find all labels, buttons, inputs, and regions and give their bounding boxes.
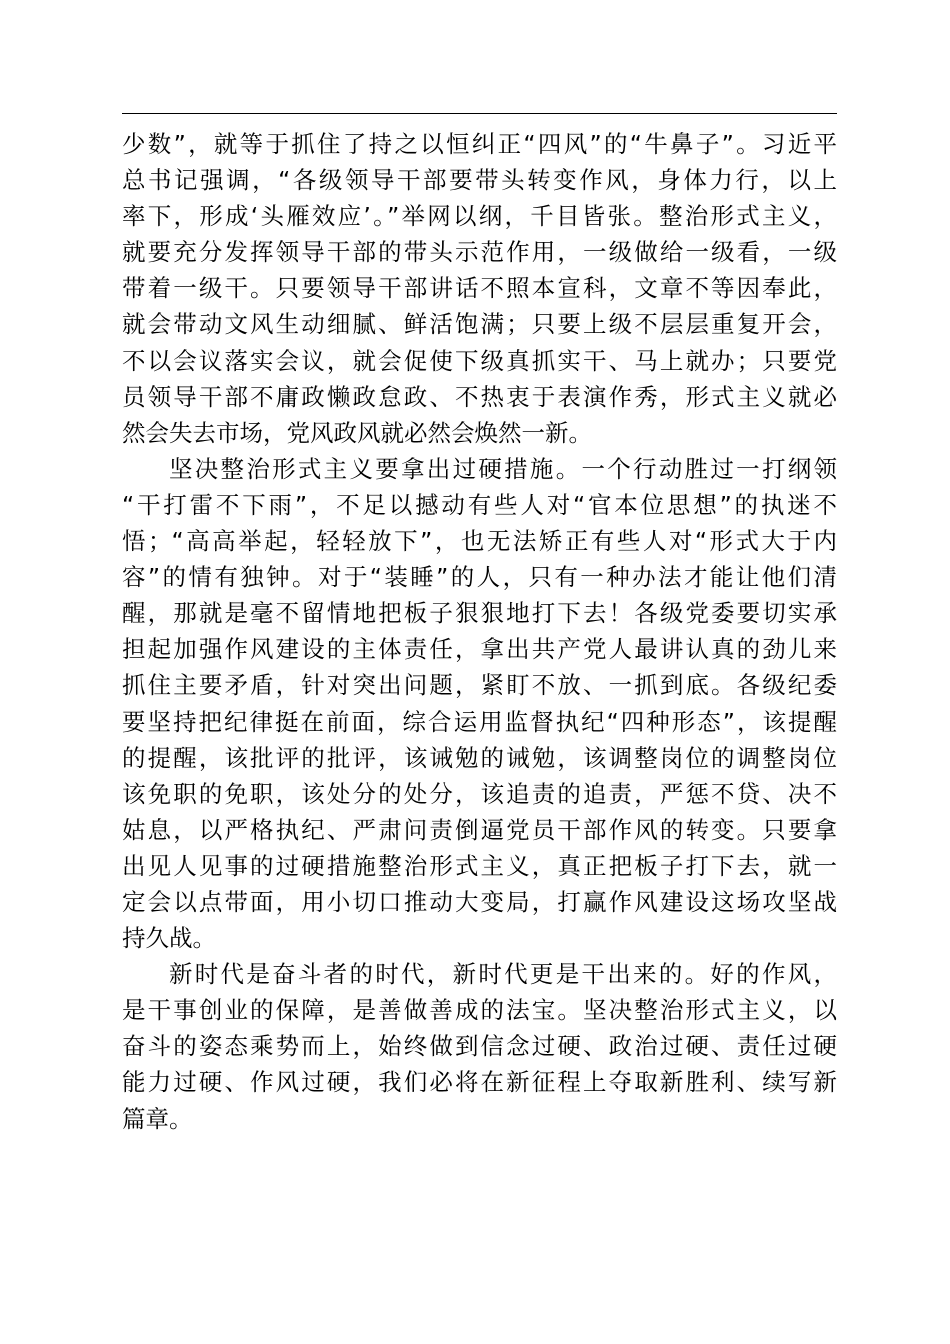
text-line: 该免职的免职，该处分的处分，该追责的追责，严惩不贷、决不: [122, 779, 837, 808]
document-body: [122, 126, 837, 1137]
text-line: 不以会议落实会议，就会促使下级真抓实干、马上就办；只要党: [122, 346, 837, 375]
text-line: 奋斗的姿态乘势而上，始终做到信念过硬、政治过硬、责任过硬: [122, 1032, 837, 1061]
text-line: 醒，那就是毫不留情地把板子狠狠地打下去！各级党委要切实承: [122, 599, 837, 628]
text-line: 悟；“高高举起，轻轻放下”，也无法矫正有些人对“形式大于内: [122, 527, 837, 556]
paragraph-measures: [122, 451, 837, 956]
paragraph-conclusion: [122, 956, 837, 1136]
text-line: 能力过硬、作风过硬，我们必将在新征程上夺取新胜利、续写新: [122, 1068, 837, 1097]
text-line: 容”的情有独钟。对于“装睡”的人，只有一种办法才能让他们清: [122, 563, 837, 592]
text-line: 带着一级干。只要领导干部讲话不照本宣科，文章不等因奉此，: [122, 274, 837, 303]
text-line: 总书记强调，“各级领导干部要带头转变作风，身体力行，以上: [122, 166, 837, 195]
text-line: 坚决整治形式主义要拿出过硬措施。一个行动胜过一打纲领: [169, 454, 837, 483]
text-line: 少数”，就等于抓住了持之以恒纠正“四风”的“牛鼻子”。习近平: [122, 130, 837, 158]
text-line: 持久战。: [122, 924, 216, 953]
text-line: 员领导干部不庸政懒政怠政、不热衷于表演作秀，形式主义就必: [122, 382, 837, 411]
text-line: 篇章。: [122, 1104, 193, 1133]
text-line: “干打雷不下雨”，不足以撼动有些人对“官本位思想”的执迷不: [122, 490, 837, 519]
text-line: 就要充分发挥领导干部的带头示范作用，一级做给一级看，一级: [122, 238, 837, 267]
header-rule: [122, 113, 837, 114]
paragraph-continuation: [122, 126, 837, 451]
text-line: 出见人见事的过硬措施整治形式主义，真正把板子打下去，就一: [122, 851, 837, 880]
text-line: 担起加强作风建设的主体责任，拿出共产党人最讲认真的劲儿来: [122, 635, 837, 664]
text-line: 定会以点带面，用小切口推动大变局，打赢作风建设这场攻坚战: [122, 887, 837, 916]
text-line: 然会失去市场，党风政风就必然会焕然一新。: [122, 418, 592, 447]
text-line: 的提醒，该批评的批评，该诫勉的诫勉，该调整岗位的调整岗位: [122, 743, 837, 772]
text-line: 新时代是奋斗者的时代，新时代更是干出来的。好的作风，: [169, 960, 837, 989]
text-line: 就会带动文风生动细腻、鲜活饱满；只要上级不层层重复开会，: [122, 310, 837, 339]
text-line: 是干事创业的保障，是善做善成的法宝。坚决整治形式主义，以: [122, 996, 837, 1025]
text-line: 要坚持把纪律挺在前面，综合运用监督执纪“四种形态”，该提醒: [122, 707, 837, 736]
text-line: 姑息，以严格执纪、严肃问责倒逼党员干部作风的转变。只要拿: [122, 815, 837, 844]
text-line: 率下，形成‘头雁效应’。”举网以纲，千目皆张。整治形式主义，: [122, 202, 837, 231]
text-line: 抓住主要矛盾，针对突出问题，紧盯不放、一抓到底。各级纪委: [122, 671, 837, 700]
